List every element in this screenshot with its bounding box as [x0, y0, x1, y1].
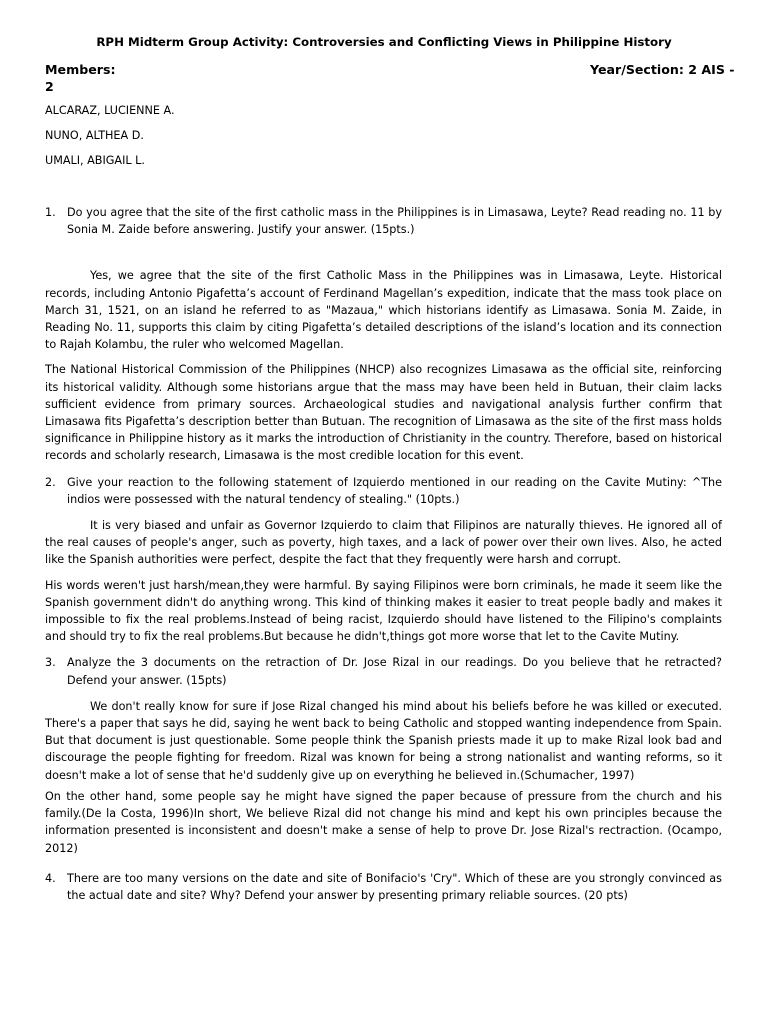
question-text: Analyze the 3 documents on the retraction of Dr. Jose Rizal in our readings. Do you believe that he retracted? Defend your answer. (15pts): [67, 656, 722, 687]
document-body: [45, 204, 722, 904]
year-section-label: Year/Section: 2 AIS -: [590, 62, 735, 77]
answer-2-paragraph-2: His words weren't just harsh/mean,they were harmful. By saying Filipinos were born criminals, he made it seem like the Spanish government didn't do anything wrong. This kind of thinking makes it easier to treat people badly and makes it impossible to fix the real problems.Instead of being racist, Izquierdo should have listened to the Filipino's complaints and should try to fix the real problems.But because he didn't,things got more worse that let to the Cavite Mutiny.: [45, 578, 722, 644]
year-section-wrap: 2: [45, 79, 54, 94]
question-number: 4.: [45, 871, 56, 885]
question-text: Do you agree that the site of the first catholic mass in the Philippines is in Limasawa, Leyte? Read reading no. 11 by Sonia M. Zaide before answering. Justify your answer. (15pts.): [67, 206, 722, 237]
answer-3-paragraph-1: We don't really know for sure if Jose Rizal changed his mind about his beliefs before he was killed or executed. There's a paper that says he did, saying he went back to being Catholic and stopped wanting independence from Spain. But that document is just questionable. Some people think the Spanish priests made it up to make Rizal look bad and discourage the people fighting for freedom. Rizal was known for being a strong nationalist and wanting reforms, so it doesn't make a lot of sense that he'd suddenly give up on everything he believed in.(Schumacher, 1997): [45, 699, 722, 782]
member-name: NUNO, ALTHEA D.: [45, 129, 144, 142]
question-1: [45, 204, 722, 238]
member-name: ALCARAZ, LUCIENNE A.: [45, 104, 175, 117]
question-2: [45, 474, 722, 508]
question-number: 3.: [45, 656, 56, 670]
member-name: UMALI, ABIGAIL L.: [45, 154, 145, 167]
answer-1-paragraph-2: The National Historical Commission of the Philippines (NHCP) also recognizes Limasawa as the official site, reinforcing its historical validity. Although some historians argue that the mass may have been held in Butuan, their claim lacks sufficient evidence from primary sources. Archaeological studies and navigational analysis further confirm that Limasawa fits Pigafetta’s description better than Butuan. The recognition of Limasawa as the site of the first mass holds significance in Philippine history as it marks the introduction of Christianity in the country. Therefore, based on historical records and scholarly research, Limasawa is the most credible location for this event.: [45, 363, 722, 463]
question-number: 2.: [45, 475, 56, 489]
question-number: 1.: [45, 206, 56, 219]
question-text: Give your reaction to the following statement of Izquierdo mentioned in our reading on the Cavite Mutiny: ^The indios were possessed with the natural tendency of stealing." (10pts.): [67, 475, 722, 506]
answer-3-paragraph-2: On the other hand, some people say he might have signed the paper because of pressure from the church and his family.(De la Costa, 1996)In short, We believe Rizal did not change his mind and kept his own principles because the information presented is inconsistent and doesn't make a sense of help to prove Dr. Jose Rizal's rectraction. (Ocampo, 2012): [45, 789, 722, 855]
answer-1-paragraph-1: Yes, we agree that the site of the first Catholic Mass in the Philippines was in Limasawa, Leyte. Historical records, including Antonio Pigafetta’s account of Ferdinand Magellan’s expedition, indicate that the mass took place on March 31, 1521, on an island he referred to as "Mazaua," which historians identify as Limasawa. Sonia M. Zaide, in Reading No. 11, supports this claim by citing Pigafetta’s detailed descriptions of the island’s location and its connection to Rajah Kolambu, the ruler who welcomed Magellan.: [45, 269, 722, 352]
question-4: [45, 870, 722, 904]
members-label: Members:: [45, 62, 116, 77]
question-3: [45, 654, 722, 688]
document-title: RPH Midterm Group Activity: Controversies and Conflicting Views in Philippine History: [96, 35, 672, 49]
answer-2-paragraph-1: It is very biased and unfair as Governor Izquierdo to claim that Filipinos are naturally thieves. He ignored all of the real causes of people's anger, such as poverty, high taxes, and a lack of power over their own lives. Also, he acted like the Spanish authorities were perfect, despite the fact that they frequently were harsh and corrupt.: [45, 519, 722, 567]
question-text: There are too many versions on the date and site of Bonifacio's 'Cry". Which of these are you strongly convinced as the actual date and site? Why? Defend your answer by presenting primary reliable sources. (20 pts): [67, 871, 722, 902]
